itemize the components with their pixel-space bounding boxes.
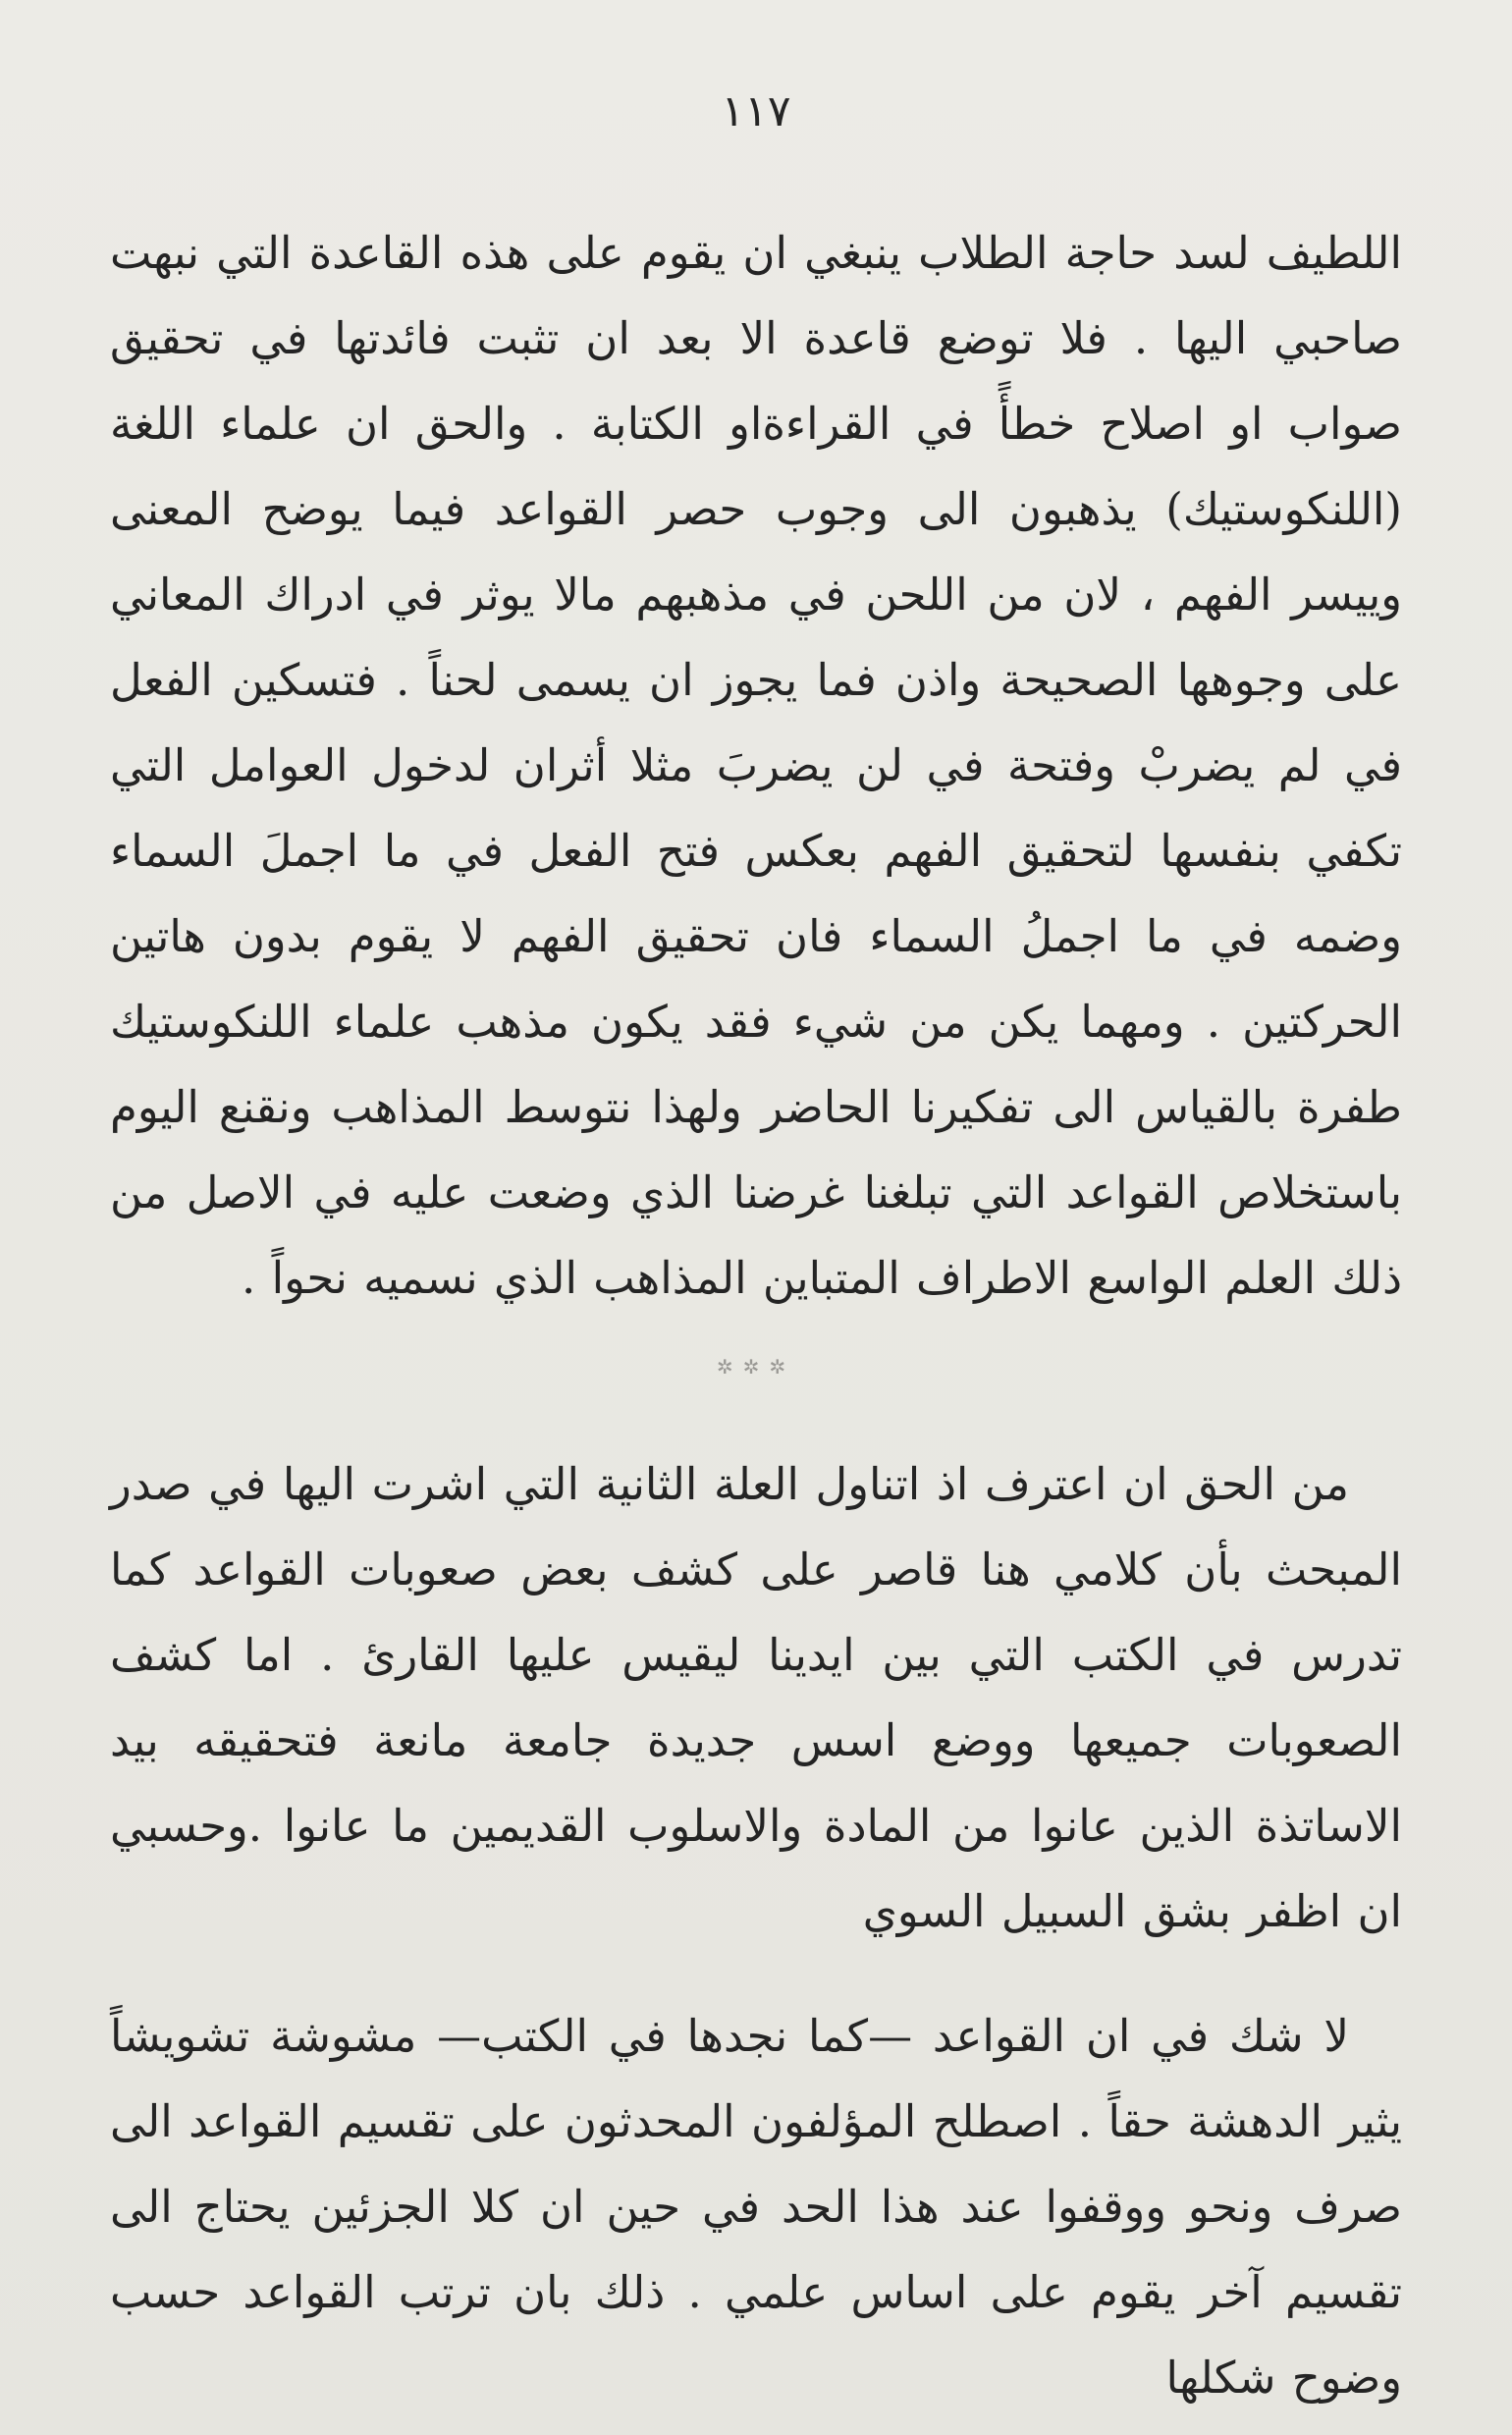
paragraph-1-text: اللطيف لسد حاجة الطلاب ينبغي ان يقوم على هذه القاعدة التي نبهت صاحبي اليها . فلا توضع قاعدة الا بعد ان تثبت فائدتها في تحقيق صواب او اصلاح خطأً في القراءةاو الكتابة . والحق ان علماء اللغة (اللنكوستيك) يذهبون الى وجوب حصر القواعد فيما يوضح المعنى وييسر الفهم ، لان من اللحن في مذهبهم مالا يوثر في ادراك المعاني على وجوهها الصحيحة واذن فما يجوز ان يسمى لحناً . فتسكين الفعل في لم يضربْ وفتحة في لن يضربَ مثلا أثران لدخول العوامل التي تكفي بنفسها لتحقيق الفهم بعكس فتح الفعل في ما اجملَ السماء وضمه في ما اجملُ السماء فان تحقيق الفهم لا يقوم بدون هاتين الحركتين . ومهما يكن من شيء فقد يكون مذهب علماء اللنكوستيك طفرة بالقياس الى تفكيرنا الحاضر ولهذا نتوسط المذاهب ونقنع اليوم باستخلاص القواعد التي تبلغنا غرضنا الذي وضعت عليه في الاصل من ذلك العلم الواسع الاطراف المتباين المذاهب الذي نسميه نحواً . xyxy=(110,227,1402,1304)
paragraph-3 xyxy=(110,1993,1402,2420)
paragraph-2 xyxy=(110,1441,1402,1954)
paragraph-3-text: لا شك في ان القواعد —كما نجدها في الكتب— مشوشة تشويشاً يثير الدهشة حقاً . اصطلح المؤلفون المحدثون على تقسيم القواعد الى صرف ونحو ووقفوا عند هذا الحد في حين ان كلا الجزئين يحتاج الى تقسيم آخر يقوم على اساس علمي . ذلك بان ترتب القواعد حسب وضوح شكلها xyxy=(110,2010,1402,2404)
paragraph-2-text: من الحق ان اعترف اذ اتناول العلة الثانية التي اشرت اليها في صدر المبحث بأن كلامي هنا قاصر على كشف بعض صعوبات القواعد كما تدرس في الكتب التي بين ايدينا ليقيس عليها القارئ . اما كشف الصعوبات جميعها ووضع اسس جديدة جامعة مانعة فتحقيقه بيد الاساتذة الذين عانوا من المادة والاسلوب القديمين ما عانوا .وحسبي ان اظفر بشق السبيل السوي xyxy=(110,1458,1402,1937)
page-number: ١١٧ xyxy=(721,86,791,136)
section-separator: ✲✲✲ xyxy=(716,1355,796,1379)
paragraph-1 xyxy=(110,210,1402,1321)
